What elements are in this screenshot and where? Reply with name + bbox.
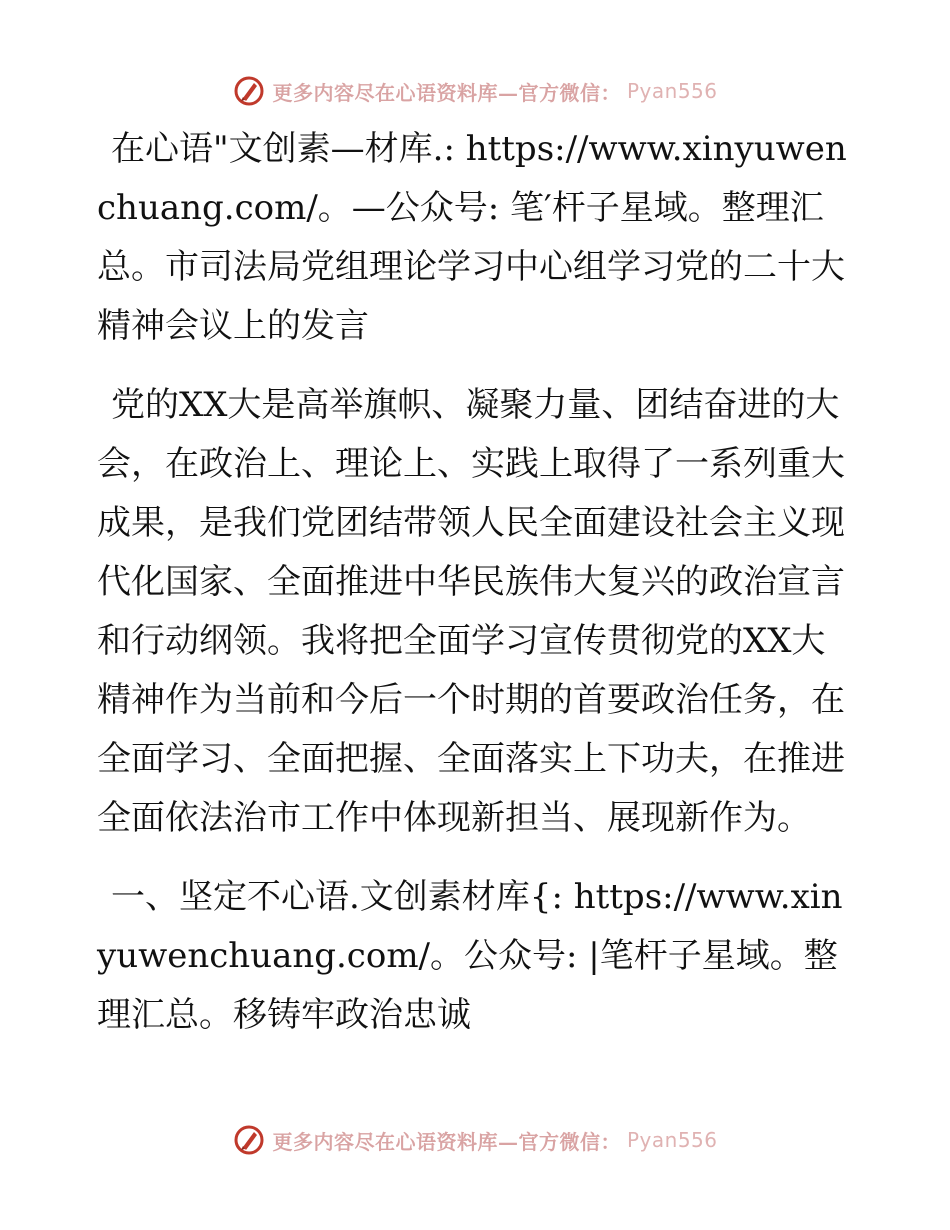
paragraph-2 [97,376,853,848]
paragraph-1 [97,120,853,356]
document-body [97,120,853,1065]
watermark-text: 更多内容尽在心语资料库—官方微信： [272,80,621,105]
watermark-contact: Pyan556 [626,79,718,103]
pen-nib-circle-icon [232,1123,266,1157]
watermark-contact: Pyan556 [626,1128,718,1152]
paragraph-2-text: 党的XX大是高举旗帜、凝聚力量、团结奋进的大会，在政治上、理论上、实践上取得了一系列重大成果，是我们党团结带领人民全面建设社会主义现代化国家、全面推进中华民族伟大复兴的政治宣言和行动纲领。我将把全面学习宣传贯彻党的XX大精神作为当前和今后一个时期的首要政治任务，在全面学习、全面把握、全面落实上下功夫，在推进全面依法治市工作中体现新担当、展现新作为。 [97,385,845,838]
header-watermark [0,71,950,111]
footer-watermark [0,1120,950,1160]
pen-nib-circle-icon [232,74,266,108]
paragraph-3 [97,868,853,1045]
paragraph-1-text: 在心语"文创素—材库.: https://www.xinyuwenchuang.com/。—公众号: 笔′杆子星域。整理汇总。市司法局党组理论学习中心组学习党的二十大精神会议上的发言 [97,129,847,346]
watermark-text: 更多内容尽在心语资料库—官方微信： [272,1129,621,1154]
paragraph-3-text: 一、坚定不心语.文创素材库{: https://www.xinyuwenchuang.com/。公众号: |笔杆子星域。整理汇总。移铸牢政治忠诚 [97,877,843,1035]
